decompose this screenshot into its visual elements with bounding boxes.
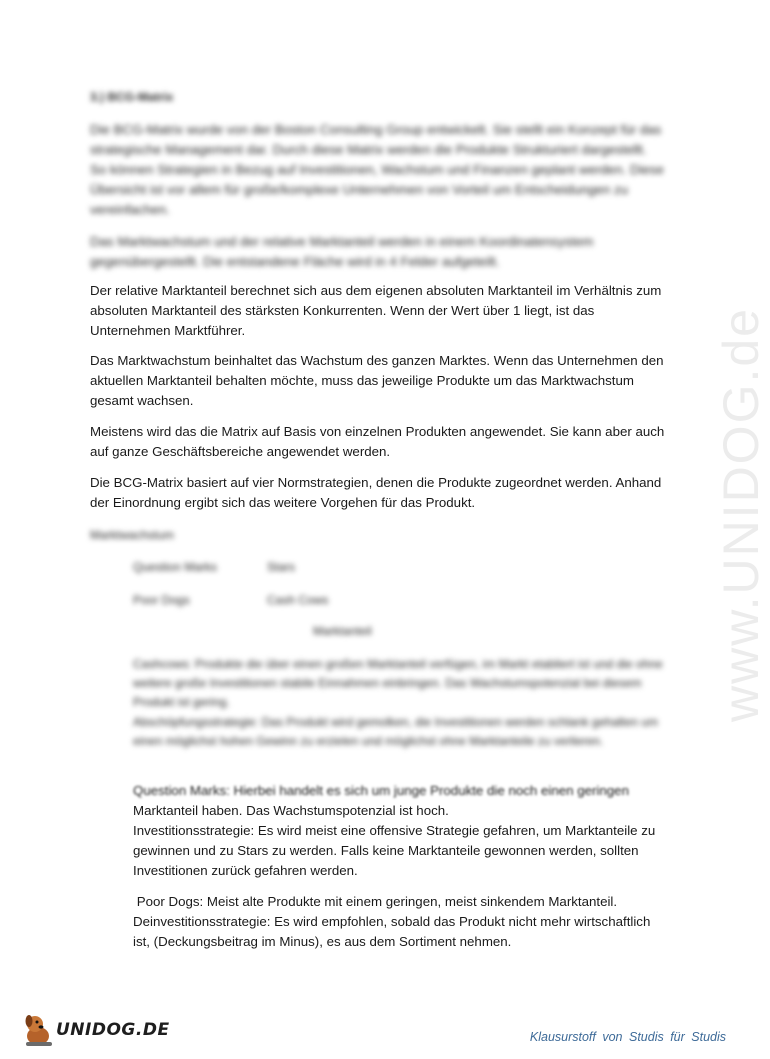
poor-dogs-description: Poor Dogs: Meist alte Produkte mit einem geringen, meist sinkendem Marktanteil.	[133, 894, 618, 909]
market-growth-paragraph: Das Marktwachstum beinhaltet das Wachstum des ganzen Marktes. Wenn das Unternehmen den aktuellen Marktanteil behalten möchte, muss das jeweilige Produkte um das Marktwachstum gesamt wachsen.	[90, 353, 664, 408]
relative-share-paragraph: Der relative Marktanteil berechnet sich aus dem eigenen absoluten Marktanteil im Verhältnis zum absoluten Marktanteil des stärksten Konkurrenten. Wenn der Wert über 1 liegt, ist das Unternehmen Marktführer.	[90, 283, 662, 338]
question-marks-description: Marktanteil haben. Das Wachstumspotenzial ist hoch.	[133, 803, 449, 818]
footer-slogan: Klausurstoff von Studis für Studis	[529, 1030, 726, 1044]
watermark-text: www.UNIDOG.de	[713, 307, 769, 722]
matrix-cash-cows: Cash Cows	[267, 593, 329, 607]
matrix-question-marks: Question Marks	[133, 560, 218, 574]
section-heading: 3.) BCG-Matrix	[90, 90, 174, 104]
question-marks-strategy: Investitionsstrategie: Es wird meist eine offensive Strategie gefahren, um Marktanteile zu gewinnen und zu Stars zu werden. Falls keine Marktanteile gewonnen werden, sollten Investitionen zurück gefahren werden.	[133, 823, 656, 878]
matrix-x-label: Marktanteil	[313, 624, 372, 638]
axes-paragraph: Das Marktwachstum und der relative Marktanteil werden in einem Koordinatensystem gegenübergestellt. Die entstandene Fläche wird in 4 Felder aufgeteilt.	[90, 234, 594, 269]
cash-cows-description: Cashcows: Produkte die über einen großen Marktanteil verfügen, im Markt etabliert ist und die ohne weitere große Investitionen stabile Einnahmen einbringen. Das Wachstumspotenzial bei diesem Produkt ist gering.	[133, 657, 663, 709]
poor-dogs-strategy: Deinvestitionsstrategie: Es wird empfohlen, sobald das Produkt nicht mehr wirtschaftlich ist, (Deckungsbeitrag im Minus), es aus dem Sortiment nehmen.	[133, 914, 651, 949]
application-paragraph: Meistens wird das die Matrix auf Basis von einzelnen Produkten angewendet. Sie kann aber auch auf ganze Geschäftsbereiche angewendet werden.	[90, 424, 665, 459]
strategies-paragraph: Die BCG-Matrix basiert auf vier Normstrategien, denen die Produkte zugeordnet werden. Anhand der Einordnung ergibt sich das weitere Vorgehen für das Produkt.	[90, 475, 662, 510]
matrix-poor-dogs: Poor Dogs	[133, 593, 190, 607]
cash-cows-strategy: Abschöpfungsstrategie: Das Produkt wird gemolken, die Investitionen werden schlank gehalten um einen möglichst hohen Gewinn zu erzielen und möglichst ohne Marktanteile zu verlieren.	[133, 715, 658, 748]
footer-logo-text: UNIDOG.DE	[56, 1020, 170, 1040]
matrix-y-label: Marktwachstum	[90, 528, 175, 542]
question-marks-blurred-line: Question Marks: Hierbei handelt es sich um junge Produkte die noch einen geringen	[133, 783, 629, 798]
matrix-stars: Stars	[267, 560, 296, 574]
intro-paragraph: Die BCG-Matrix wurde von der Boston Consulting Group entwickelt. Sie stellt ein Konzept für das strategische Management dar. Durch diese Matrix werden die Produkte Strukturiert dargestellt. So können Strategien in Bezug auf Investitionen, Wachstum und Finanzen geplant werden. Diese Übersicht ist vor allem für große/komplexe Unternehmen von Vorteil um Entscheidungen zu vereinfachen.	[90, 122, 664, 217]
